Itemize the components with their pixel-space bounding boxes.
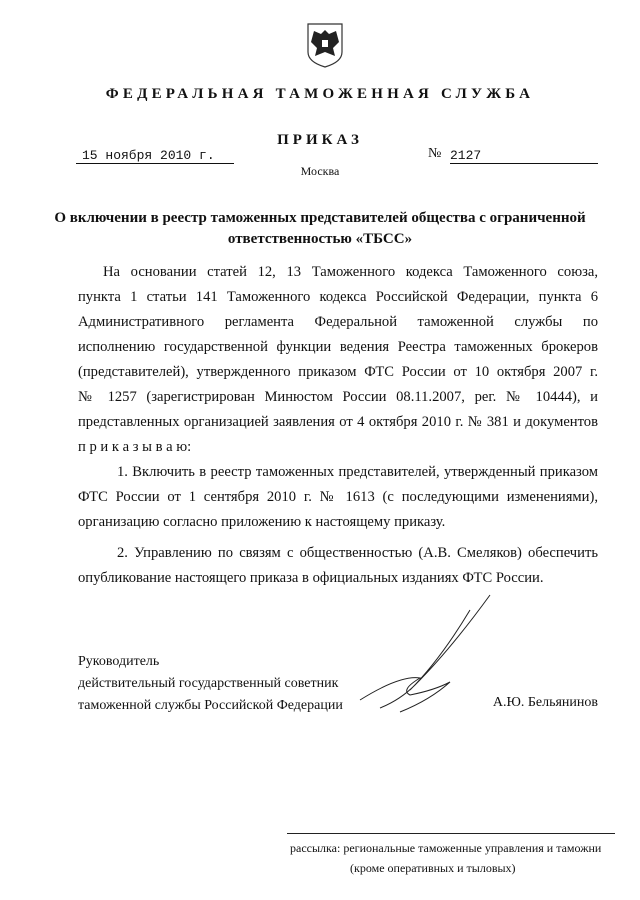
- document-date: 15 ноября 2010 г.: [76, 148, 234, 164]
- title-line: ответственностью «ТБСС»: [227, 231, 413, 247]
- body-line: опубликование настоящего приказа в официальных изданиях ФТС России.: [78, 570, 544, 586]
- body-line: 2. Управлению по связям с общественностью (А.В. Смеляков) обеспечить: [117, 545, 598, 561]
- body-line: исполнению государственной функции ведения Реестра таможенных брокеров: [78, 339, 598, 355]
- signatory-title: [78, 651, 343, 717]
- signatory-line: Руководитель: [78, 654, 160, 669]
- document-number: 2127: [450, 148, 598, 164]
- signatory-line: действительный государственный советник: [78, 676, 339, 691]
- distribution-line: (кроме оперативных и тыловых): [350, 861, 516, 875]
- body-line: Административного регламента Федеральной таможенной службы по: [78, 314, 598, 330]
- body-line: представленных организацией заявления от 4 октября 2010 г. № 381 и документов: [78, 414, 598, 430]
- body-line: 1. Включить в реестр таможенных представителей, утвержденный приказом: [117, 464, 598, 480]
- city: Москва: [300, 164, 340, 178]
- body-line: пункта 1 статьи 141 Таможенного кодекса Российской Федерации, пункта 6: [78, 289, 598, 305]
- distribution-line: рассылка: региональные таможенные управления и таможни: [290, 841, 602, 855]
- body-line: На основании статей 12, 13 Таможенного кодекса Таможенного союза,: [103, 264, 598, 280]
- signatory-name: А.Ю. Бельянинов: [492, 695, 598, 710]
- signatory-line: таможенной службы Российской Федерации: [78, 698, 343, 713]
- document-type: ПРИКАЗ: [277, 132, 363, 148]
- body-line: № 1257 (зарегистрирован Минюстом России 08.11.2007, рег. № 10444), и: [78, 389, 598, 405]
- body-line: организацию согласно приложению к настоящему приказу.: [78, 514, 446, 530]
- body-line: (представителей), утвержденного приказом ФТС России от 10 октября 2007 г.: [78, 364, 598, 380]
- title-line: О включении в реестр таможенных представителей общества с ограниченной: [54, 210, 586, 226]
- footer-divider: [287, 833, 615, 834]
- coat-of-arms-emblem: [306, 22, 344, 68]
- organization-name: ФЕДЕРАЛЬНАЯ ТАМОЖЕННАЯ СЛУЖБА: [105, 86, 535, 102]
- distribution-note: [290, 838, 601, 878]
- document-title: [0, 208, 640, 250]
- number-label: №: [428, 146, 442, 161]
- body-line: п р и к а з ы в а ю:: [78, 439, 192, 455]
- body-line: ФТС России от 1 сентября 2010 г. № 1613 (с последующими изменениями),: [78, 489, 598, 505]
